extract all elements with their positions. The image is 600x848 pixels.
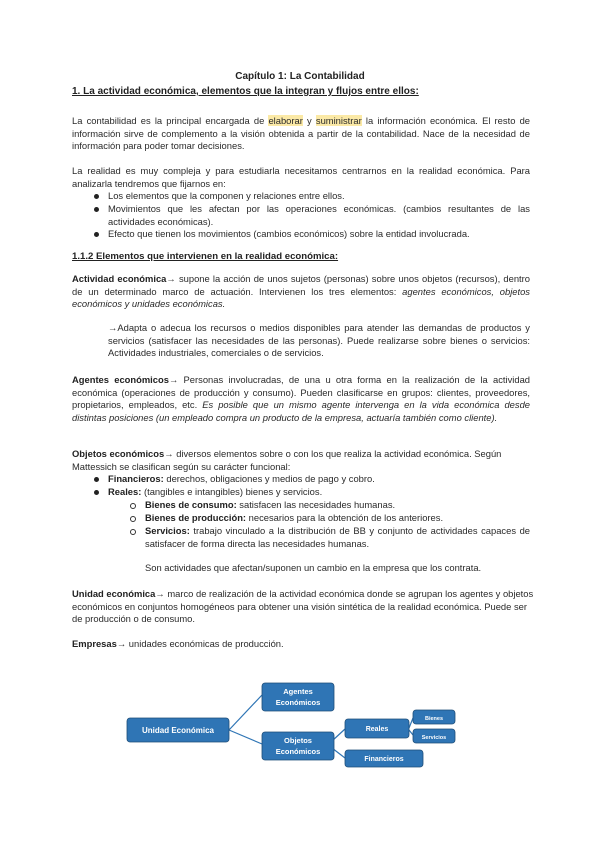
label-bienes: Bienes [424,716,444,722]
term-servicios: Servicios: [145,525,190,536]
paragraph-realidad: La realidad es muy compleja y para estudiarla necesitamos centrarnos en la realidad económica. Para analizarla tendremos que fijarnos en: [72,165,530,189]
chapter-title: Capítulo 1: La Contabilidad [235,71,365,82]
agentes-italic: Es posible que un mismo agente intervenga en la vida económica desde distintas posiciones (un empleado compra un producto de la empresa, actuaría también como cliente). [72,399,531,423]
p1-text-c: la información económica. El resto de información sirve de complemento a la visión obtenida a partir de la contabilidad. Nace de la necesidad de información para poder tomar decisiones. [72,115,530,152]
bullet-elementos: Los elementos que la componen y relaciones entre ellos. [108,190,345,201]
highlight-elaborar: elaborar [268,115,303,126]
term-bienes-produccion: Bienes de producción: [145,512,247,523]
term-unidad: Unidad económica [72,588,156,599]
bienes-consumo-text: satisfacen las necesidades humanas. [236,499,396,510]
term-agentes: Agentes económicos [72,374,169,385]
actividad-text: supone la acción de unos sujetos (personas) sobre unos objetos (recursos), dentro de un determinado marco de actuación. Intervienen los tres elementos: [72,273,530,297]
term-reales: Reales: [108,486,142,497]
arrow-icon: → [155,588,165,599]
unidad-text: marco de realización de la actividad económica donde se agrupan los agentes y objetos económicos en conjuntos homogéneos para obtener una visión sintética de la realidad económica. Puede ser de producción o de consumo. [72,588,534,625]
bienes-produccion-text: necesarios para la obtención de los anteriores. [246,512,444,523]
arrow-icon: → [116,638,127,649]
label-objetos-1: Objetos [284,736,312,745]
label-agentes-1: Agentes [283,687,313,696]
empresas-text: unidades económicas de producción. [126,638,284,649]
p1-text-b: y [302,115,316,126]
term-financieros: Financieros: [108,473,164,484]
section-heading-2: 1.1.2 Elementos que intervienen en la realidad económica: [72,251,339,262]
section-heading-1: 1. La actividad económica, elementos que la integran y flujos entre ellos: [72,86,419,97]
term-objetos: Objetos económicos [72,448,165,459]
label-unidad-economica: Unidad Económica [141,726,215,735]
arrow-icon: → [166,273,176,284]
connector-objetos [229,730,262,744]
objetos-text: diversos elementos sobre o con los que realiza la actividad económica. Según Mattessich se clasifican según su carácter funcional: [72,448,502,472]
connector-agentes [229,695,262,730]
term-actividad: Actividad económica [72,273,167,284]
term-empresas: Empresas [72,638,117,649]
label-objetos-2: Económicos [275,747,321,756]
label-agentes-2: Económicos [275,698,321,707]
financieros-text: derechos, obligaciones y medios de pago y cobro. [163,473,375,484]
note-actividades: Son actividades que afectan/suponen un cambio en la empresa que los contrata. [145,562,482,573]
arrow-icon: → [164,448,174,459]
reales-text: (tangibles e intangibles) bienes y servicios. [141,486,323,497]
label-reales: Reales [365,726,389,733]
bullet-efecto: Efecto que tienen los movimientos (cambios económicos) sobre la entidad involucrada. [108,228,470,239]
label-servicios: Servicios [421,735,447,741]
p1-text-a: La contabilidad es la principal encargada de [72,115,269,126]
bullet-movimientos: Movimientos que les afectan por las operaciones económicas. (cambios resultantes de las actividades económicas). [108,203,530,227]
agentes-text: Personas involucradas, de una u otra forma en la realización de la actividad económica (operaciones de producción y consumo). Pueden clasificarse en grupos: clientes, proveedores, propietarios, empleados, etc. [72,374,530,411]
actividad-italic: agentes económicos, objetos económicos y unidades económicas. [72,285,530,310]
paragraph-adapta: →Adapta o adecua los recursos o medios disponibles para atender las demandas de productos y servicios (satisfacer las necesidades de las personas). Puede realizarse sobre bienes o servicios: Actividades industriales, comerciales o de servicios. [108,322,530,359]
connector-bienes [409,718,413,728]
highlight-suministrar: suministrar [315,115,362,126]
term-bienes-consumo: Bienes de consumo: [145,499,237,510]
connector-servicios [409,730,413,735]
servicios-text: trabajo vinculado a la distribución de BB y conjunto de actividades capaces de satisfacer de forma directa las necesidades humanas. [145,525,530,549]
arrow-icon: → [168,374,179,385]
label-financieros: Financieros [364,756,404,763]
